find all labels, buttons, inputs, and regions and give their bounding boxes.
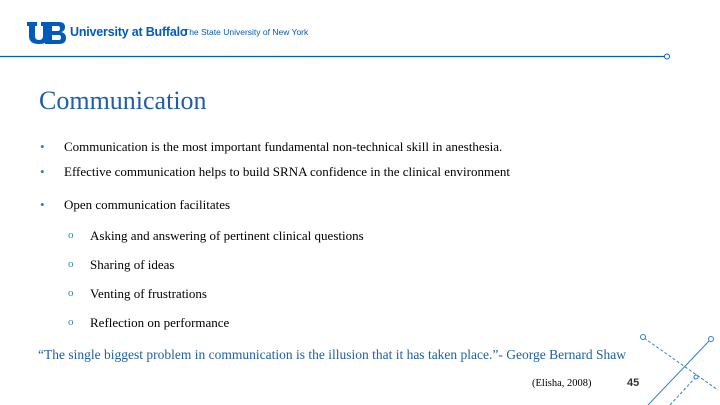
university-subtitle: The State University of New York [184, 27, 309, 37]
bullet-marker: • [40, 164, 45, 179]
sub-bullet-text: Sharing of ideas [90, 257, 175, 272]
sub-bullet-marker: o [68, 229, 74, 241]
header-divider [0, 52, 720, 62]
ub-logo-icon [25, 20, 67, 46]
bullet-text: Effective communication helps to build SRNA confidence in the clinical environment [64, 164, 510, 179]
citation: (Elisha, 2008) [532, 378, 592, 389]
sub-bullet-marker: o [68, 287, 74, 299]
bullet-text: Open communication facilitates [64, 197, 231, 212]
slide-number: 45 [627, 377, 640, 389]
sub-bullet-marker: o [68, 316, 74, 328]
bullet-marker: • [40, 139, 45, 154]
slide-header [0, 0, 720, 60]
bullet-text: Communication is the most important fundamental non-technical skill in anesthesia. [64, 139, 503, 154]
quote-text: “The single biggest problem in communication is the illusion that it has taken place.”- George Bernard Shaw [38, 347, 626, 362]
slide-title: Communication [39, 86, 207, 115]
decorative-lines-icon [600, 320, 720, 405]
bullet-marker: • [40, 197, 45, 212]
sub-bullet-text: Venting of frustrations [90, 286, 207, 301]
sub-bullet-text: Asking and answering of pertinent clinical questions [90, 228, 364, 243]
university-name: University at Buffalo [70, 25, 188, 39]
sub-bullet-text: Reflection on performance [90, 315, 230, 330]
sub-bullet-marker: o [68, 258, 74, 270]
